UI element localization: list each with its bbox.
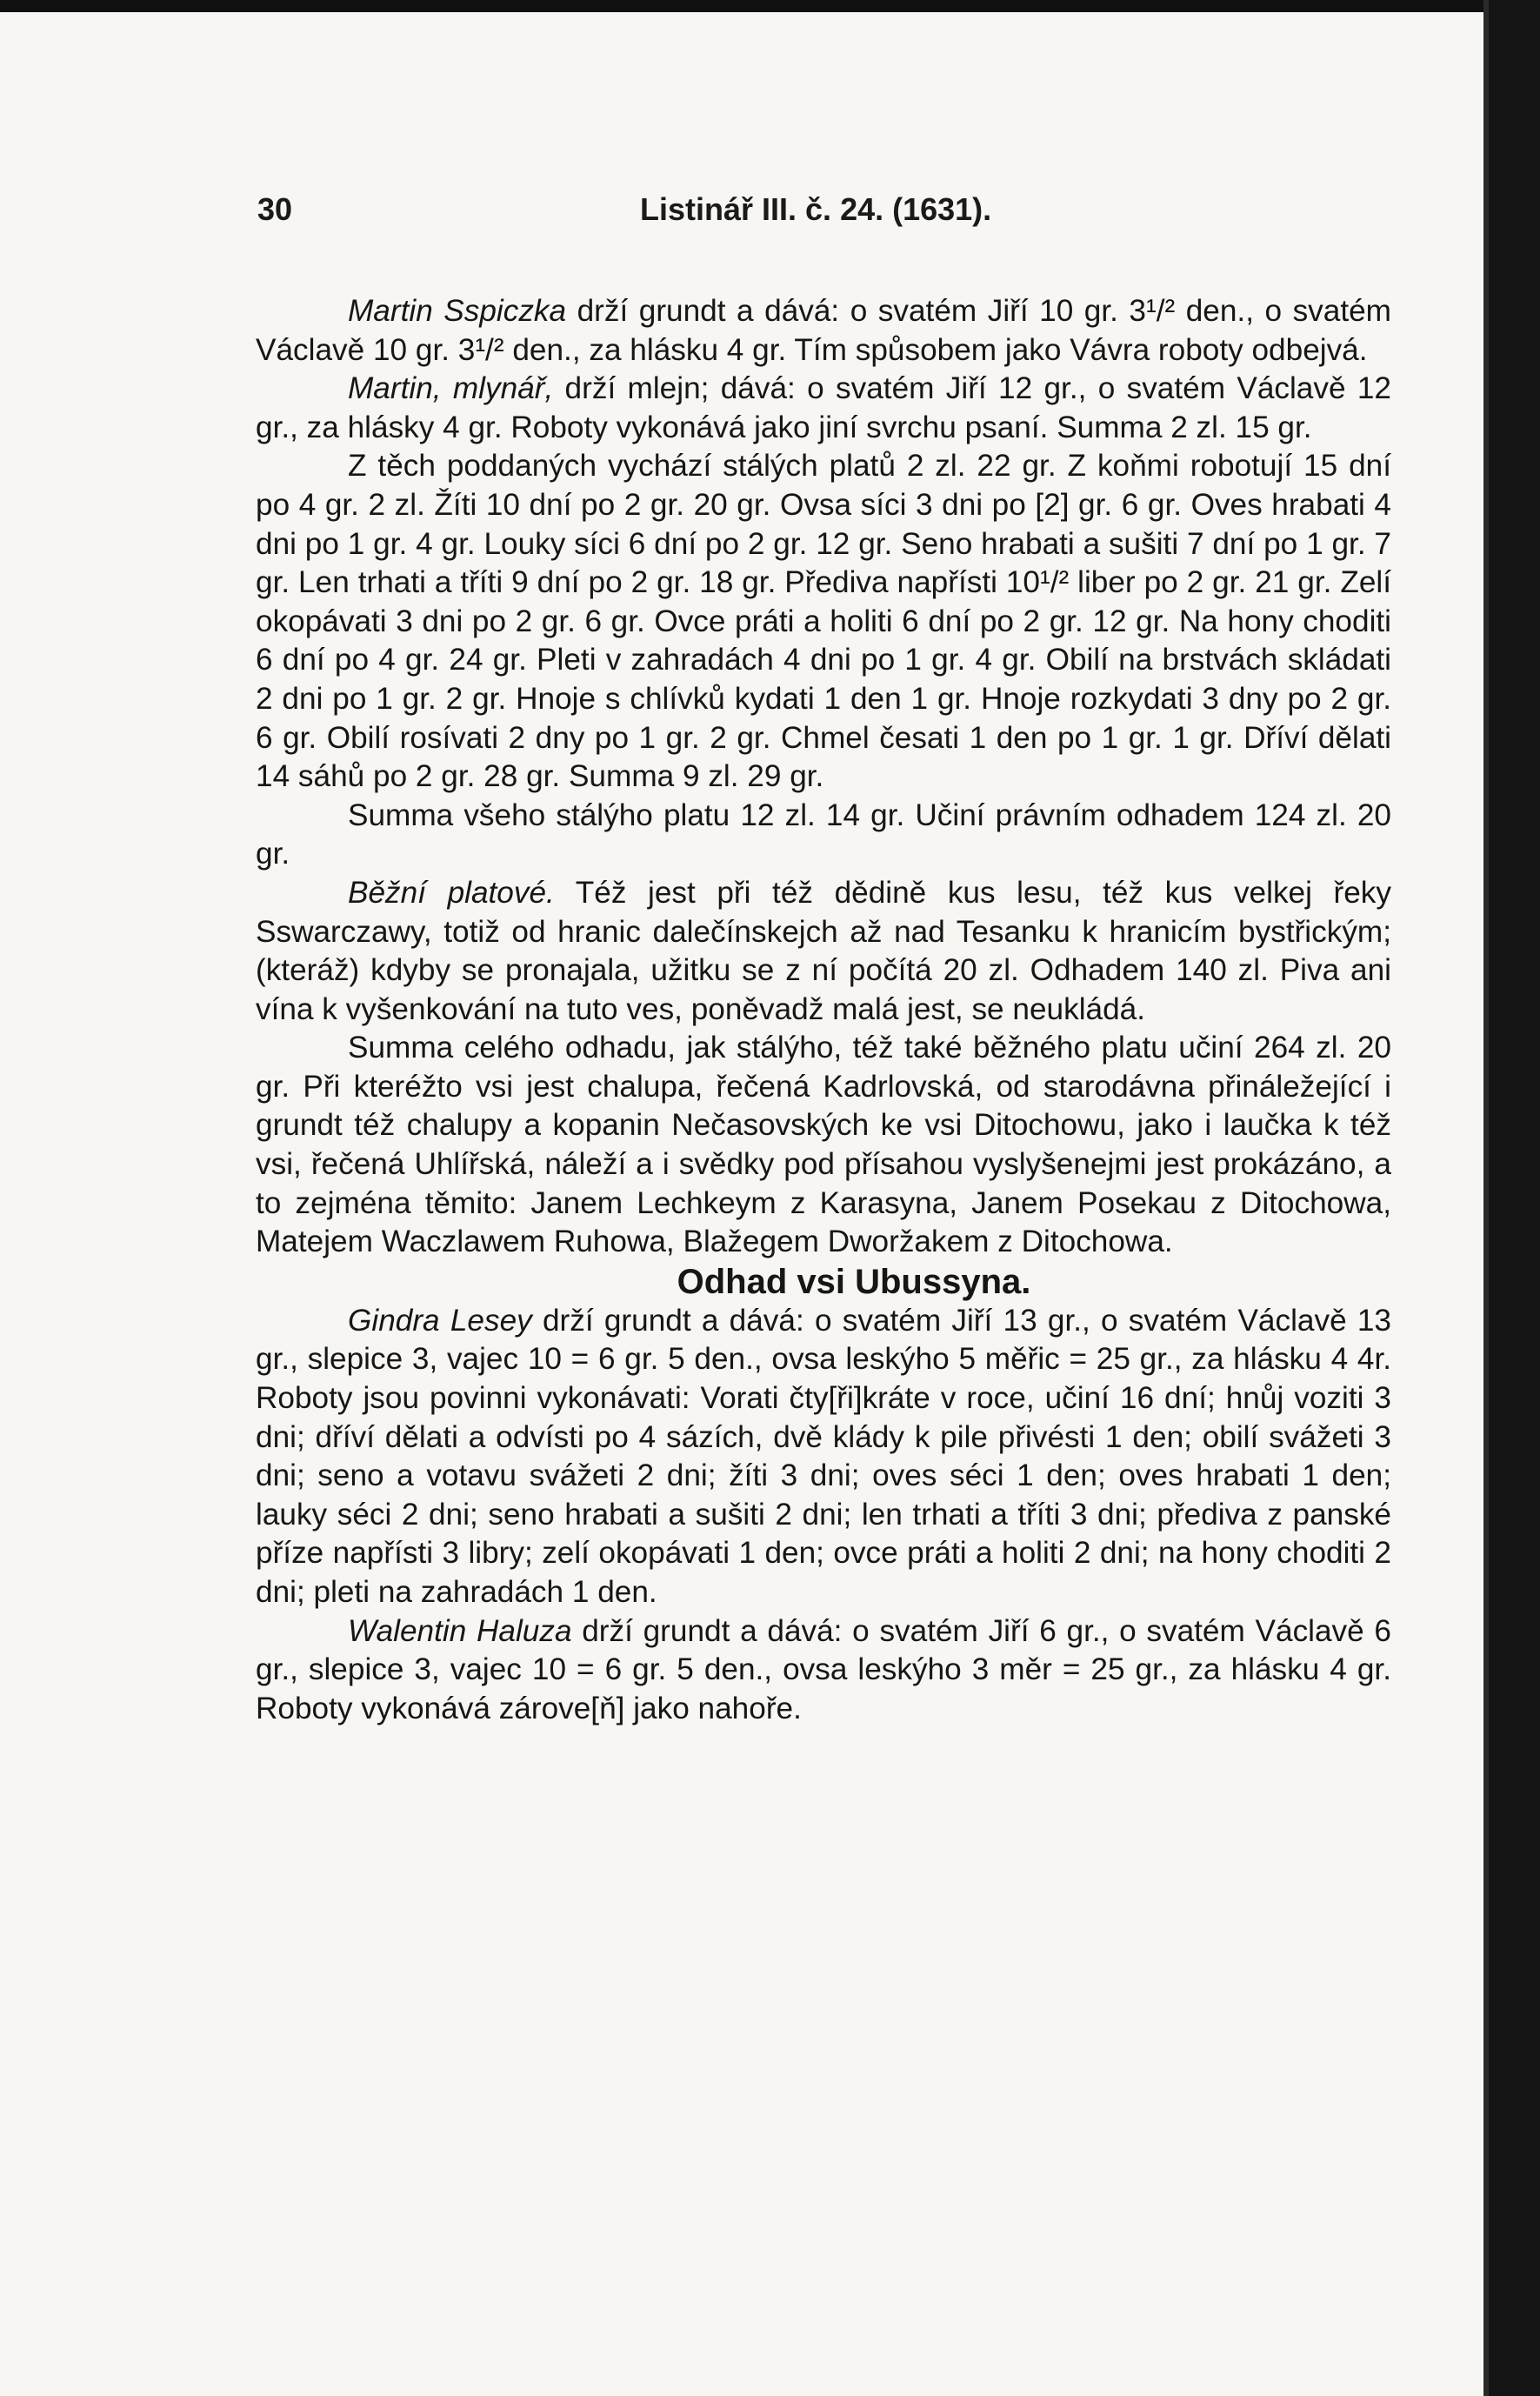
paragraph-text: drží grundt a dává: o svatém Jiří 10 gr. 3¹/² den., o svatém Václavě 10 gr. 3¹/² den., za hlásku 4 gr. Tím spůsobem jako Vávra roboty odbejvá. — [256, 294, 1391, 367]
person-name: Gindra Lesey — [348, 1303, 532, 1338]
person-name: Martin Sspiczka — [348, 294, 567, 328]
paragraph — [256, 1029, 1391, 1262]
person-name: Martin, mlynář, — [348, 371, 554, 406]
paragraph — [256, 874, 1391, 1029]
body-text — [256, 292, 1391, 1728]
paragraph-text: drží mlejn; dává: o svatém Jiří 12 gr., o svatém Václavě 12 gr., za hlásky 4 gr. Roboty vykonává jako jiní svrchu psaní. Summa 2 zl. 15 gr. — [256, 371, 1392, 444]
page-number: 30 — [257, 191, 293, 227]
paragraph-text: Z těch poddaných vychází stálých platů 2 zl. 22 gr. Z koňmi robotují 15 dní po 4 gr. 2 zl. Žíti 10 dní po 2 gr. 20 gr. Ovsa síci 3 dni po [2] gr. 6 gr. Oves hrabati 4 dni po 1 gr. 4 gr. Louky síci 6 dní po 2 gr. 12 gr. Seno hrabati a sušiti 7 dní po 1 gr. 7 gr. Len trhati a tříti 9 dní po 2 gr. 18 gr. Přediva napřísti 10¹/² liber po 2 gr. 21 gr. Zelí okopávati 3 dni po 2 gr. 6 gr. Ovce práti a holiti 6 dní po 2 gr. 12 gr. Na hony choditi 6 dní po 4 gr. 24 gr. Pleti v zahradách 4 dni po 1 gr. 4 gr. Obilí na brstvách skládati 2 dni po 1 gr. 2 gr. Hnoje s chlívků kydati 1 den 1 gr. Hnoje rozkydati 3 dny po 2 gr. 6 gr. Obilí rosívati 2 dny po 1 gr. 2 gr. Chmel česati 1 den po 1 gr. 1 gr. Dříví dělati 14 sáhů po 2 gr. 28 gr. Summa 9 zl. 29 gr. — [256, 449, 1391, 794]
paragraph — [256, 370, 1391, 447]
paragraph-text: Též jest při též dědině kus lesu, též kus velkej řeky Sswarczawy, totiž od hranic dalečínskejch až nad Tesanku k hranicím bystřickým; (kteráž) kdyby se pronajala, užitku se z ní počítá 20 zl. Odhadem 140 zl. Piva ani vína k vyšenkování na tuto ves, poněvadž malá jest, se neukládá. — [256, 875, 1391, 1026]
page-title: Listinář III. č. 24. (1631). — [640, 191, 992, 227]
paragraph-text: drží grundt a dává: o svatém Jiří 6 gr., o svatém Václavě 6 gr., slepice 3, vajec 10 = 6 gr. 5 den., ovsa leskýho 3 měr = 25 gr., za hlásku 4 gr. Roboty vykonává zárove[ň] jako nahoře. — [256, 1613, 1391, 1725]
paragraph — [256, 797, 1391, 874]
section-label: Běžní platové. — [348, 875, 555, 910]
paragraph — [256, 292, 1391, 370]
paragraph — [256, 1612, 1391, 1729]
paragraph-text: drží grundt a dává: o svatém Jiří 13 gr., o svatém Václavě 13 gr., slepice 3, vajec 10 = 6 gr. 5 den., ovsa leskýho 5 měřic = 25 gr., za hlásku 4 4r. Roboty jsou povinni vykonávati: Vorati čty[ři]kráte v roce, učiní 16 dní; hnůj voziti 3 dni; dříví dělati a odvísti po 4 sázích, dvě klády k pile přivésti 1 den; obilí svážeti 3 dni; seno a votavu svážeti 2 dni; žíti 3 dni; oves séci 1 den; oves hrabati 1 den; lauky séci 2 dni; seno hrabati a sušiti 2 dni; len trhati a tříti 3 dni; přediva z panské příze napřísti 3 libry; zelí okopávati 1 den; ovce práti a holiti 2 dni; na hony choditi 2 dni; pleti na zahradách 1 den. — [256, 1303, 1391, 1609]
section-heading-text: Odhad vsi Ubussyna. — [677, 1262, 1031, 1301]
paragraph-text: Summa celého odhadu, jak stálýho, též také běžného platu učiní 264 zl. 20 gr. Při kteréžto vsi jest chalupa, řečená Kadrlovská, od starodávna přináležející i grundt též chalupy a kopanin Nečasovských ke vsi Ditochowu, jako i laučka k též vsi, řečená Uhlířská, náleží a i svědky pod přísahou vyslyšenejmi jest prokázáno, a to zejména těmito: Janem Lechkeym z Karasyna, Janem Posekau z Ditochowa, Matejem Waczlawem Ruhowa, Blažegem Dworžakem z Ditochowa. — [256, 1031, 1391, 1259]
paragraph — [256, 447, 1391, 796]
paragraph-text: Summa všeho stálýho platu 12 zl. 14 gr. Učiní právním odhadem 124 zl. 20 gr. — [256, 798, 1391, 871]
section-heading — [256, 1262, 1391, 1302]
person-name: Walentin Haluza — [348, 1613, 572, 1648]
paragraph — [256, 1302, 1391, 1612]
